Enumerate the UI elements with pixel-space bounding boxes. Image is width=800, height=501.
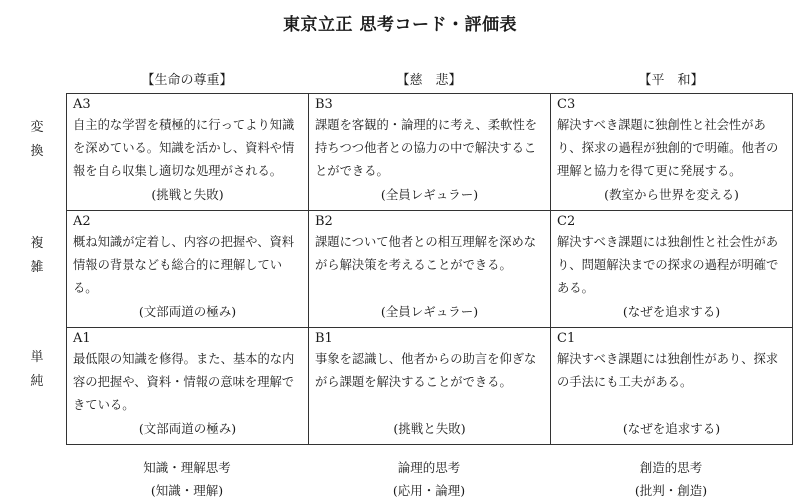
cell-description: 課題を客観的・論理的に考え、柔軟性を持ちつつ他者との協力の中で解決することができる。 (315, 118, 538, 178)
footer-knowledge-thinking: 知識・理解思考 (143, 460, 231, 475)
cell-b2 (309, 211, 551, 328)
cell-b1 (309, 328, 551, 445)
cell-tag: (挑戦と失敗) (393, 421, 466, 436)
row-label-char: 変 (30, 120, 44, 135)
cell-code: B1 (315, 331, 333, 346)
row-label-char: 雑 (30, 260, 44, 275)
cell-description: 解決すべき課題に独創性と社会性があり、探求の過程が独創的で明確。他者の理解と協力を得て更に発展する。 (557, 118, 779, 178)
cell-description: 課題について他者との相互理解を深めながら解決策を考えることができる。 (315, 235, 537, 272)
row-label-char: 複 (30, 236, 44, 251)
row-label-simple (22, 346, 52, 394)
evaluation-table (66, 93, 793, 445)
cell-tag: (全員レギュラー) (380, 187, 479, 202)
cell-description: 解決すべき課題には独創性と社会性があり、問題解決までの探求の過程が明確である。 (557, 235, 779, 295)
cell-code: C1 (557, 331, 576, 346)
row-label-char: 単 (30, 350, 44, 365)
cell-tag: (文部両道の極み) (138, 421, 237, 436)
cell-code: C2 (557, 214, 576, 229)
footer-logical-sub: (応用・論理) (392, 483, 466, 498)
cell-description: 概ね知識が定着し、内容の把握や、資料情報の背景なども総合的に理解している。 (73, 235, 295, 295)
cell-a2 (67, 211, 309, 328)
cell-a1 (67, 328, 309, 445)
cell-tag: (教室から世界を変える) (604, 187, 739, 202)
footer-creative-thinking: 創造的思考 (639, 460, 703, 475)
cell-code: A2 (73, 214, 91, 229)
cell-tag: (全員レギュラー) (380, 304, 479, 319)
cell-code: C3 (557, 97, 576, 112)
row-label-complex (22, 232, 52, 280)
footer-logical-thinking: 論理的思考 (397, 460, 461, 475)
cell-description: 自主的な学習を積極的に行ってより知識を深めている。知識を活かし、資料や情報を自ら収集し適切な処理がされる。 (73, 118, 295, 178)
cell-code: A3 (73, 97, 91, 112)
page-title: 東京立正 思考コード・評価表 (283, 15, 517, 35)
cell-description: 事象を認識し、他者からの助言を仰ぎながら課題を解決することができる。 (315, 352, 537, 389)
cell-description: 最低限の知識を修得。また、基本的な内容の把握や、資料・情報の意味を理解できている。 (73, 352, 295, 412)
cell-code: A1 (73, 331, 91, 346)
column-header-compassion: 【慈 悲】 (396, 73, 462, 88)
cell-c2 (551, 211, 793, 328)
cell-a3 (67, 94, 309, 211)
table-row (67, 211, 793, 328)
column-header-peace: 【平 和】 (638, 73, 704, 88)
cell-code: B3 (315, 97, 333, 112)
cell-code: B2 (315, 214, 333, 229)
table-row (67, 328, 793, 445)
table-row (67, 94, 793, 211)
cell-b3 (309, 94, 551, 211)
cell-c1 (551, 328, 793, 445)
cell-description: 解決すべき課題には独創性があり、探求の手法にも工夫がある。 (557, 352, 779, 389)
cell-tag: (文部両道の極み) (138, 304, 237, 319)
cell-tag: (挑戦と失敗) (151, 187, 224, 202)
cell-c3 (551, 94, 793, 211)
cell-tag: (なぜを追求する) (622, 421, 721, 436)
row-label-transform (22, 116, 52, 164)
footer-knowledge-sub: (知識・理解) (150, 483, 224, 498)
row-label-char: 換 (30, 144, 44, 159)
footer-creative-sub: (批判・創造) (634, 483, 708, 498)
row-label-char: 純 (30, 374, 44, 389)
column-header-life: 【生命の尊重】 (141, 73, 233, 88)
cell-tag: (なぜを追求する) (622, 304, 721, 319)
